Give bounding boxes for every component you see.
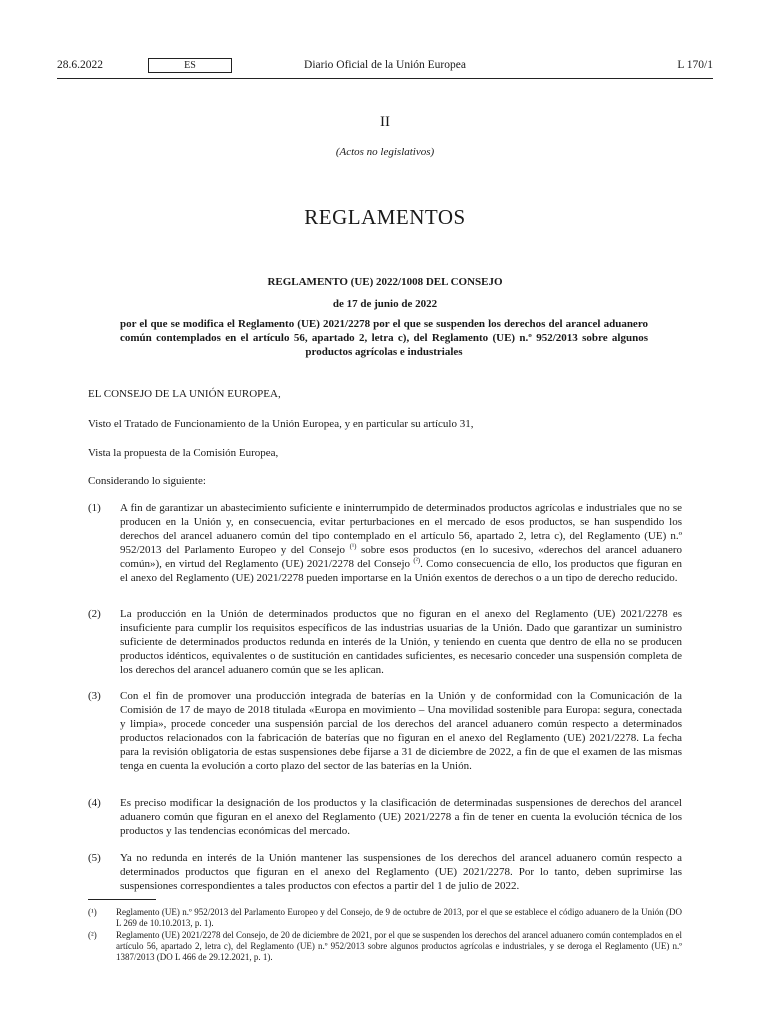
footnote-1 xyxy=(88,907,682,929)
recital-text-part: . Como consecuencia de ello, los productos que figuran en el anexo del Reglamento (UE) 2021/2278 pueden importarse en la Unión exentos de derechos o a un tipo de derecho reducido. xyxy=(120,557,682,584)
regulation-date: de 17 de junio de 2022 xyxy=(332,298,438,310)
footnote-number: (²) xyxy=(88,930,97,940)
footnote-text: Reglamento (UE) 2021/2278 del Consejo, de 20 de diciembre de 2021, por el que se suspenden los derechos del arancel aduanero común contemplados en el artículo 56, apartado 2, letra c), del Reglamento (UE) n.º 952/2013 sobre algunos productos agrícolas e industriales, y se deroga el Reglamento (UE) n.º 1387/2013 (DO L 466 de 29.12.2021, p. 1). xyxy=(116,930,682,962)
part-subtitle: (Actos no legislativos) xyxy=(335,146,435,158)
recital-number: (5) xyxy=(88,852,101,864)
recital-number: (4) xyxy=(88,797,101,809)
footnote-number: (¹) xyxy=(88,907,97,917)
recital-1 xyxy=(88,502,682,585)
preamble-considerando: Considerando lo siguiente: xyxy=(88,475,206,487)
language-badge: ES xyxy=(148,58,232,73)
footnote-divider xyxy=(88,899,156,900)
footnote-2 xyxy=(88,930,682,963)
preamble-vista: Vista la propuesta de la Comisión Europea, xyxy=(88,447,279,459)
regulation-subject: por el que se modifica el Reglamento (UE) 2021/2278 por el que se suspenden los derechos del arancel aduanero común contemplados en el artículo 56, apartado 2, letra c), del Reglamento (UE) n.º 952/2013 sobre algunos productos agrícolas e industriales xyxy=(120,318,648,358)
preamble-council: EL CONSEJO DE LA UNIÓN EUROPEA, xyxy=(88,388,281,400)
page-header xyxy=(57,58,713,79)
page-reference: L 170/1 xyxy=(677,59,713,71)
recital-text: Con el fin de promover una producción integrada de baterías en la Unión y de conformidad con la Comunicación de la Comisión de 17 de mayo de 2018 titulada «Europa en movimiento – Una movilidad sostenible para Europa: segura, conectada y limpia», procede conceder una suspensión parcial de los derechos del arancel aduanero común respecto a determinados productos relacionados con la fabricación de baterías que no figuran en el anexo del Reglamento (UE) 2021/2278. La fecha para la revisión obligatoria de estas suspensiones debe fijarse a 31 de diciembre de 2022, a fin de que el examen de las mismas tenga en cuenta la evolución a corto plazo del sector de las baterías en la Unión. xyxy=(120,690,682,772)
part-number: II xyxy=(380,114,390,130)
recital-4 xyxy=(88,797,682,839)
recital-number: (1) xyxy=(88,502,101,514)
regulation-title: REGLAMENTO (UE) 2022/1008 DEL CONSEJO xyxy=(267,276,503,288)
recital-3 xyxy=(88,690,682,773)
recital-text: Es preciso modificar la designación de los productos y la clasificación de determinadas suspensiones de derechos del arancel aduanero común que figuran en el anexo del Reglamento (UE) 2021/2278 a fin de tener en cuenta la evolución técnica de los productos y las tendencias económicas del mercado. xyxy=(120,797,682,837)
recital-text-part: sobre esos productos (en lo sucesivo, «derechos del arancel aduanero común»), en virtud del Reglamento (UE) 2021/2278 del Consejo xyxy=(120,543,682,570)
journal-title: Diario Oficial de la Unión Europea xyxy=(304,59,466,71)
footnote-ref-2[interactable]: (²) xyxy=(413,555,421,564)
recital-5 xyxy=(88,852,682,894)
section-heading: REGLAMENTOS xyxy=(304,205,466,229)
recital-number: (2) xyxy=(88,608,101,620)
recital-text: La producción en la Unión de determinados productos que no figuran en el anexo del Reglamento (UE) 2021/2278 es insuficiente para cumplir los requisitos específicos de las industrias usuarias de la Unión. Dado que garantizar un suministro suficiente de determinados productos redunda en interés de la Unión, y teniendo en cuenta que dentro de ella no se producen productos idénticos, equivalentes o de sustitución en cantidades suficientes, es necesario conceder una suspensión completa de los derechos del arancel aduanero común que se les aplican. xyxy=(120,608,682,676)
recital-text-part: A fin de garantizar un abastecimiento suficiente e ininterrumpido de determinados productos agrícolas e industriales que no se producen en la Unión y, en consecuencia, evitar perturbaciones en el mercado de esos productos, se han suspendido los derechos del arancel aduanero común del tipo contemplado en el artículo 56, apartado 2, letra c), del Reglamento (UE) n.º 952/2013 del Parlamento Europeo y del Consejo xyxy=(120,502,682,556)
recital-number: (3) xyxy=(88,690,101,702)
recital-2 xyxy=(88,608,682,678)
publication-date: 28.6.2022 xyxy=(57,59,103,71)
footnote-text: Reglamento (UE) n.º 952/2013 del Parlamento Europeo y del Consejo, de 9 de octubre de 2013, por el que se establece el código aduanero de la Unión (DO L 269 de 10.10.2013, p. 1). xyxy=(116,907,682,928)
recital-text xyxy=(120,502,682,585)
recital-text: Ya no redunda en interés de la Unión mantener las suspensiones de los derechos del arancel aduanero común respecto a determinados productos que figuran en el anexo del Reglamento (UE) 2021/2278. Por lo tanto, deben suprimirse las suspensiones correspondientes a tales productos con efectos a partir del 1 de julio de 2022. xyxy=(120,852,682,892)
preamble-visto: Visto el Tratado de Funcionamiento de la Unión Europea, y en particular su artículo 31, xyxy=(88,418,474,430)
footnote-ref-1[interactable]: (¹) xyxy=(349,542,357,551)
